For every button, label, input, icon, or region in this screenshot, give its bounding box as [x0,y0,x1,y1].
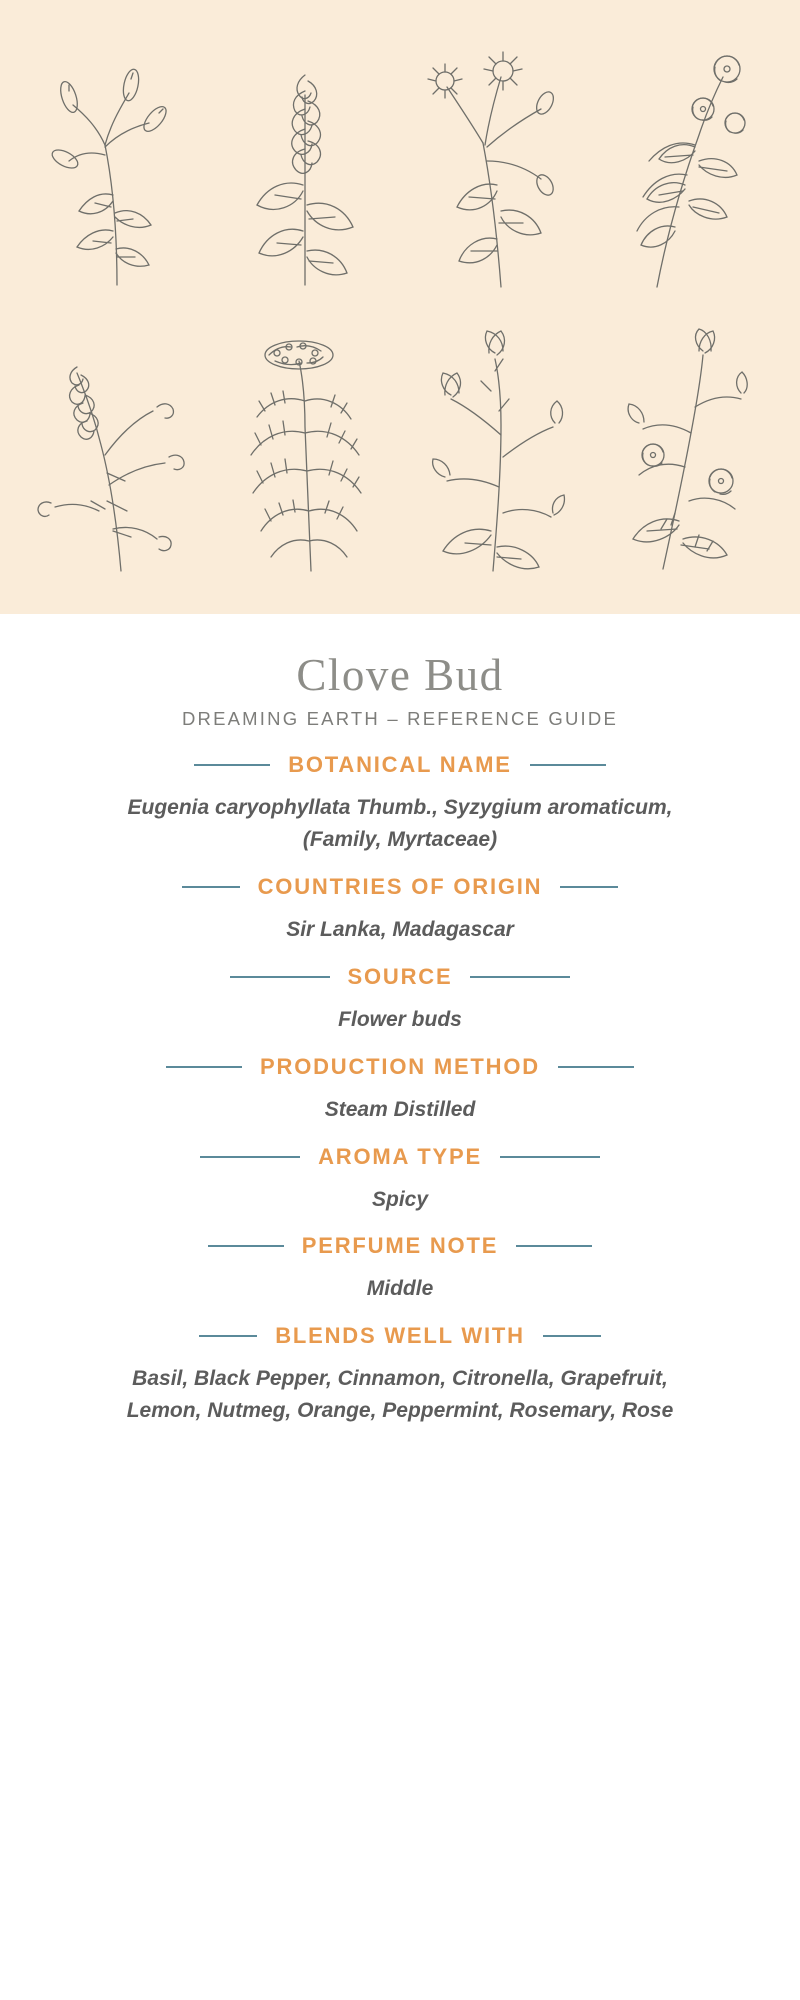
section-value-text: Spicy [371,1187,429,1211]
section-heading-label: BOTANICAL NAME [288,752,512,777]
section-blends-well-with [56,1323,744,1427]
section-botanical-name [56,752,744,856]
section-value-text: Flower buds [338,1007,462,1031]
rule-right-icon [560,886,618,888]
section-value-text: Basil, Black Pepper, Cinnamon, Citronella, Grapefruit, Lemon, Nutmeg, Orange, Peppermint, Rosemary, Rose [126,1367,674,1423]
section-heading-label: PERFUME NOTE [301,1233,499,1259]
section-aroma-type [56,1144,744,1216]
page-title: Clove Bud [296,650,504,700]
rule-right-icon [543,1335,601,1337]
section-heading-row [56,1233,744,1259]
section-heading-label: AROMA TYPE [318,1143,482,1169]
rule-right-icon [500,1156,600,1158]
rule-right-icon [470,976,570,978]
botanical-sprig-lavender-icon [25,315,205,585]
section-heading-row [56,1144,744,1170]
botanical-sprig-geranium-icon [595,315,775,585]
section-heading-label: BLENDS WELL WITH [275,1323,525,1349]
section-heading-row [56,964,744,990]
rule-right-icon [516,1245,592,1247]
section-heading-label: SOURCE [347,963,453,989]
rule-right-icon [558,1066,634,1068]
section-countries-of-origin [56,874,744,946]
botanical-sprig-sage-spike-icon [215,35,395,305]
rule-left-icon [166,1066,242,1068]
section-value-text: Middle [366,1277,434,1301]
botanical-sprig-seedhead-stem-icon [405,315,585,585]
hero-illustration-band [0,0,800,614]
section-source [56,964,744,1036]
botanical-sprig-dandelion-icon [405,35,585,305]
section-perfume-note [56,1233,744,1305]
section-heading-row [56,1054,744,1080]
section-heading-row [56,1323,744,1349]
section-heading-row [56,874,744,900]
rule-left-icon [194,764,270,766]
page-subtitle: DREAMING EARTH – REFERENCE GUIDE [181,708,618,729]
section-value-text: Steam Distilled [324,1097,476,1121]
guide-content [0,614,800,1487]
section-heading-row [56,752,744,778]
botanical-sprig-yarrow-icon [215,315,395,585]
botanical-sprig-mallow-flower-icon [595,35,775,305]
rule-left-icon [230,976,330,978]
botanical-sprig-burnet-icon [25,35,205,305]
rule-left-icon [208,1245,284,1247]
rule-left-icon [200,1156,300,1158]
section-production-method [56,1054,744,1126]
rule-right-icon [530,764,606,766]
section-heading-label: PRODUCTION METHOD [260,1053,540,1079]
section-heading-label: COUNTRIES OF ORIGIN [257,873,543,899]
section-value-text: Sir Lanka, Madagascar [286,917,514,941]
botanical-illustration-grid [20,30,780,590]
rule-left-icon [199,1335,257,1337]
section-value-text: Eugenia caryophyllata Thumb., Syzygium aromaticum, (Family, Myrtaceae) [127,796,673,851]
rule-left-icon [182,886,240,888]
